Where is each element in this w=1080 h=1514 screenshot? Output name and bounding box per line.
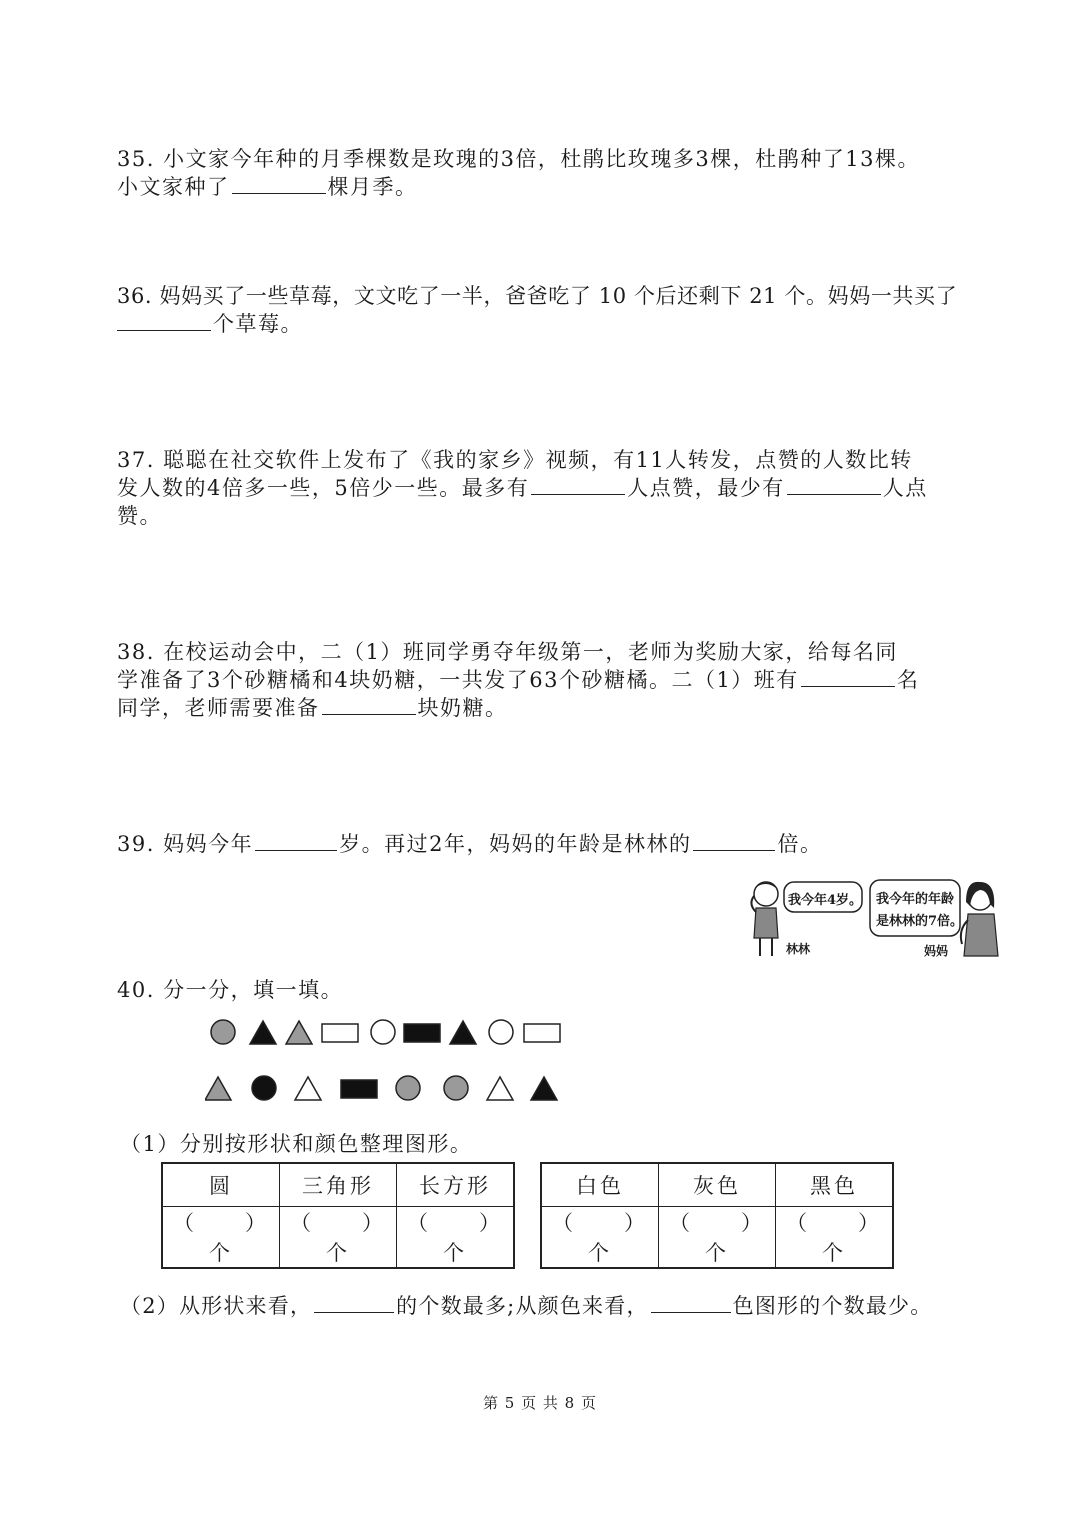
part2-shape-blank[interactable]: [314, 1292, 394, 1313]
q38-line1: 38. 在校运动会中，二（1）班同学勇夺年级第一，老师为奖励大家，给每名同: [117, 640, 898, 664]
part2-color-blank[interactable]: [651, 1292, 731, 1313]
white-count-cell[interactable]: （ ）个: [541, 1207, 659, 1269]
rect-white-shape: [322, 1024, 358, 1042]
triangle-white-shape: [295, 1077, 321, 1100]
header-rectangle: 长方形: [397, 1163, 515, 1207]
row1-svg: [210, 1018, 580, 1048]
header-gray: 灰色: [659, 1163, 776, 1207]
black-count-cell[interactable]: （ ）个: [776, 1207, 894, 1269]
circle-count-cell[interactable]: （ ）个: [162, 1207, 280, 1269]
question-38: [117, 638, 967, 722]
circle-gray-shape: [396, 1076, 420, 1100]
q40-title: 40. 分一分，填一填。: [117, 978, 344, 1002]
age-illustration: [748, 868, 1006, 964]
q37-text: 发人数的4倍多一些，5倍少一些。最多有: [117, 476, 530, 500]
part2-text-end: 色图形的个数最少。: [732, 1294, 933, 1318]
question-40: [117, 976, 967, 1004]
q35-text: 小文家种了: [117, 175, 230, 199]
part2-text-mid: 的个数最多;从颜色来看，: [396, 1294, 649, 1318]
rectangle-count-cell[interactable]: （ ）个: [397, 1207, 515, 1269]
q35-line1: 35. 小文家今年种的月季棵数是玫瑰的3倍，杜鹃比玫瑰多3棵，杜鹃种了13棵。: [117, 147, 921, 171]
shape-row-2: [205, 1074, 565, 1104]
q37-line3: 赞。: [117, 504, 162, 528]
triangle-black-shape: [450, 1021, 476, 1044]
header-white: 白色: [541, 1163, 659, 1207]
header-triangle: 三角形: [280, 1163, 397, 1207]
name-mama: 妈妈: [924, 944, 949, 958]
q37-text-end: 人点: [882, 476, 928, 500]
q39-times-blank[interactable]: [693, 830, 775, 851]
row2-svg: [205, 1074, 575, 1104]
page-footer: 第 5 页 共 8 页: [483, 1394, 597, 1412]
color-table: [540, 1162, 894, 1269]
q37-max-blank[interactable]: [531, 474, 625, 495]
boy-body: [754, 908, 778, 938]
q39-text: 39. 妈妈今年: [117, 832, 254, 856]
bubble-right-text-1: 我今年的年龄: [876, 892, 955, 907]
q38-students-blank[interactable]: [801, 666, 895, 687]
triangle-gray-shape: [205, 1077, 231, 1100]
q38-candy-blank[interactable]: [322, 694, 416, 715]
triangle-black-shape: [531, 1077, 557, 1100]
q35-answer-blank[interactable]: [232, 173, 326, 194]
triangle-count-cell[interactable]: （ ）个: [280, 1207, 397, 1269]
name-linlin: 林林: [786, 942, 811, 956]
circle-gray-shape: [211, 1020, 235, 1044]
q38-text2: 同学，老师需要准备: [117, 696, 320, 720]
question-39: [117, 830, 967, 858]
rect-white-shape: [524, 1024, 560, 1042]
q38-text: 学准备了3个砂糖橘和4块奶糖，一共发了63个砂糖橘。二（1）班有: [117, 668, 799, 692]
q38-text2-end: 块奶糖。: [417, 696, 508, 720]
q39-text-end: 倍。: [777, 832, 823, 856]
part1-label: （1）分别按形状和颜色整理图形。: [120, 1132, 473, 1156]
boy-head: [754, 882, 778, 906]
mom-body: [964, 914, 998, 956]
part2: [120, 1292, 1000, 1320]
q39-text-mid: 岁。再过2年，妈妈的年龄是林林的: [339, 832, 692, 856]
bubble-right-text-2: 是林林的7倍。: [876, 914, 964, 929]
q37-line1: 37. 聪聪在社交软件上发布了《我的家乡》视频，有11人转发，点赞的人数比转: [117, 448, 913, 472]
q35-text-end: 棵月季。: [327, 175, 418, 199]
header-circle: 圆: [162, 1163, 280, 1207]
part2-text: （2）从形状来看，: [120, 1294, 313, 1318]
q36-answer-blank[interactable]: [117, 310, 211, 331]
header-black: 黑色: [776, 1163, 894, 1207]
question-35: [117, 145, 967, 201]
q36-line1: 36. 妈妈买了一些草莓，文文吃了一半，爸爸吃了 10 个后还剩下 21 个。妈妈一共买了: [117, 284, 958, 308]
q38-text-end: 名: [896, 668, 920, 692]
circle-white-shape: [489, 1020, 513, 1044]
triangle-gray-shape: [286, 1021, 312, 1044]
rect-black-shape: [341, 1080, 377, 1098]
bubble-left-text: 我今年4岁。: [788, 893, 863, 908]
shape-table: [161, 1162, 515, 1269]
circle-gray-shape: [444, 1076, 468, 1100]
q37-min-blank[interactable]: [787, 474, 881, 495]
q37-text-mid: 人点赞，最少有: [627, 476, 785, 500]
question-36: [117, 282, 967, 338]
circle-black-shape: [252, 1076, 276, 1100]
shape-row-1: [210, 1018, 570, 1048]
triangle-white-shape: [487, 1077, 513, 1100]
rect-black-shape: [404, 1024, 440, 1042]
gray-count-cell[interactable]: （ ）个: [659, 1207, 776, 1269]
circle-white-shape: [371, 1020, 395, 1044]
triangle-black-shape: [250, 1021, 276, 1044]
q39-age-blank[interactable]: [255, 830, 337, 851]
q36-text-end: 个草莓。: [213, 312, 303, 336]
question-37: [117, 446, 967, 530]
